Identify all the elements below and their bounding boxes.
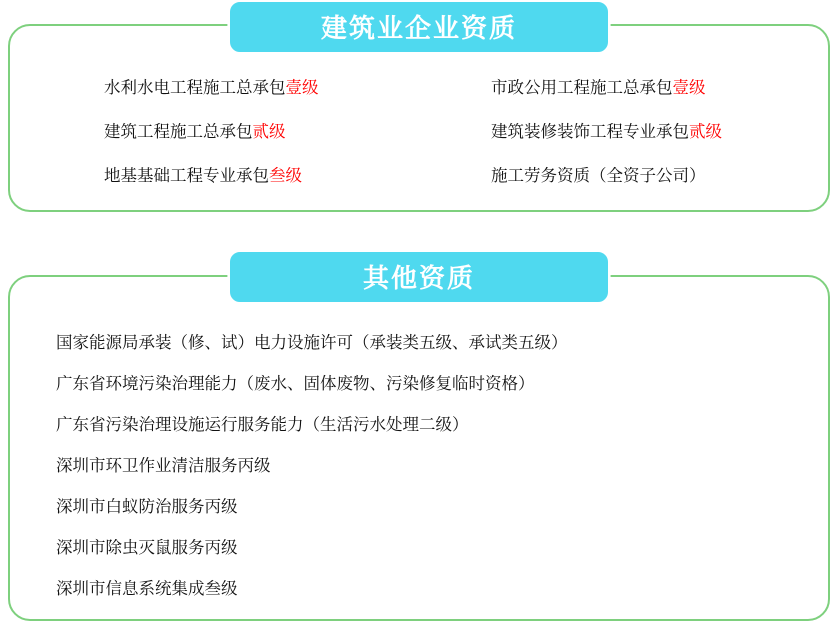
list-item [419,118,800,142]
qualification-name: 深圳市除虫灭鼠服务丙级 [56,539,238,557]
qualification-grade: 叁级 [269,167,302,185]
section-title-other: 其他资质 [228,250,610,304]
qualification-name: 深圳市环卫作业清洁服务丙级 [56,457,271,475]
list-item [38,118,419,142]
list-item [56,446,782,487]
qualification-name: 深圳市信息系统集成叁级 [56,580,238,598]
qualification-name: 建筑装修装饰工程专业承包 [491,123,689,141]
list-item [56,364,782,405]
qualification-name: 地基基础工程专业承包 [104,167,269,185]
qualification-name: 深圳市白蚁防治服务丙级 [56,498,238,516]
qualification-grade: 贰级 [689,123,722,141]
qualification-grade: 壹级 [285,79,319,97]
list-item [419,162,800,186]
qualification-name: 广东省污染治理设施运行服务能力（生活污水处理二级） [56,416,469,434]
qualification-grade: 贰级 [252,123,286,141]
construction-qualification-list [10,74,828,186]
list-item [56,405,782,446]
qualification-name: 广东省环境污染治理能力（废水、固体废物、污染修复临时资格） [56,375,535,393]
list-item [56,323,782,364]
list-item [56,528,782,569]
list-item [38,162,419,186]
list-item [38,74,419,98]
qualification-name: 国家能源局承装（修、试）电力设施许可（承装类五级、承试类五级） [56,334,568,352]
section-construction-qualifications [8,13,830,212]
qualification-name: 建筑工程施工总承包 [104,123,253,141]
qualification-grade: 壹级 [672,79,706,97]
section-other-qualifications [8,263,830,621]
list-item [56,487,782,528]
qualification-name: 水利水电工程施工总承包 [104,79,286,97]
other-qualification-list [10,323,828,610]
qualification-name: 市政公用工程施工总承包 [491,79,673,97]
section-title-construction: 建筑业企业资质 [228,0,610,54]
list-item [56,569,782,610]
qualification-name: 施工劳务资质（全资子公司） [491,167,706,185]
list-item [419,74,800,98]
